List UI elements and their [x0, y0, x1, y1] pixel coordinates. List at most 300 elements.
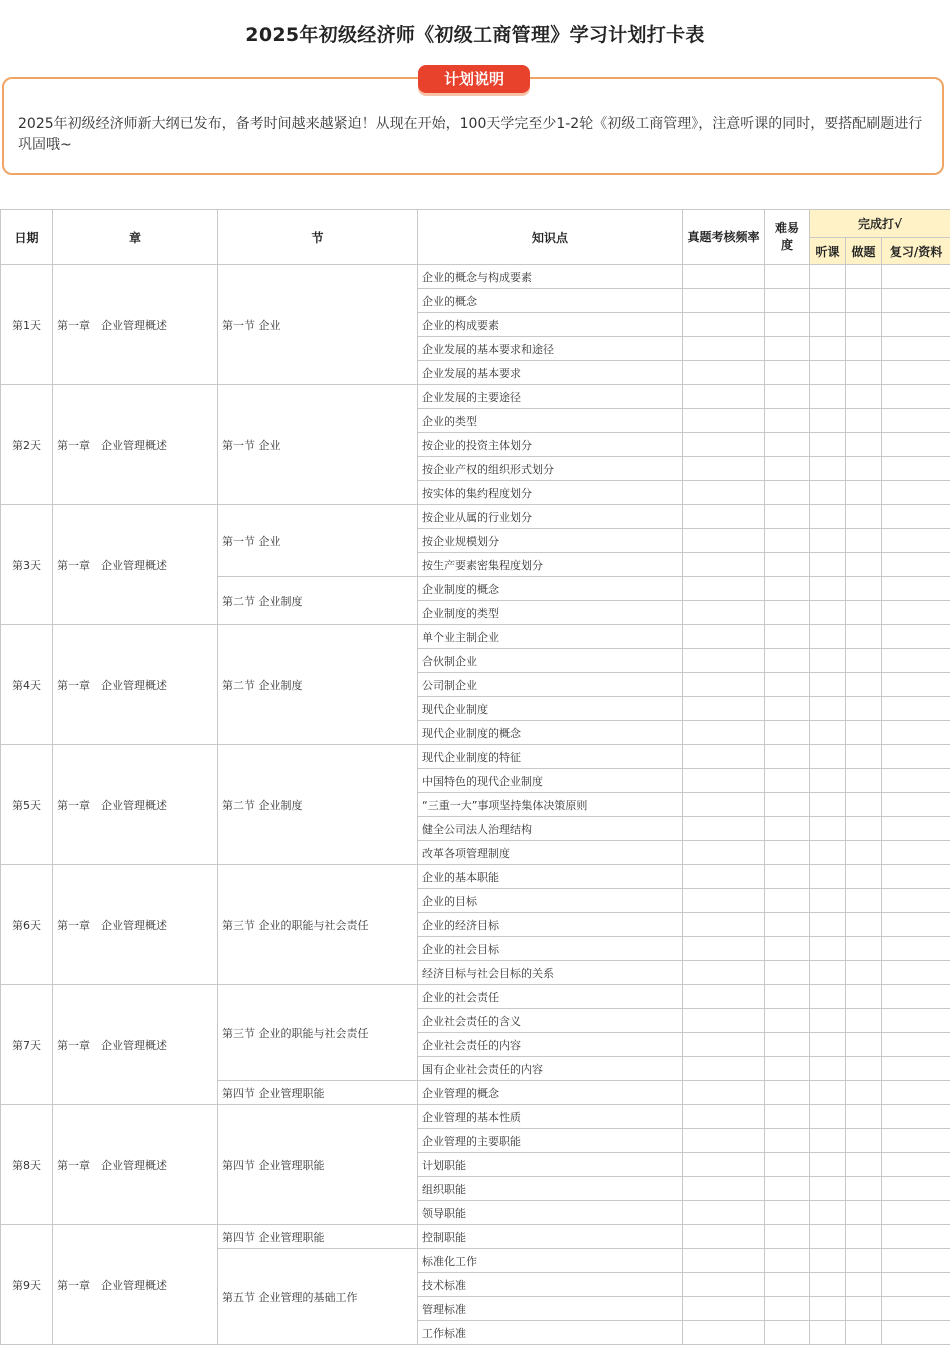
table-row: [1, 505, 950, 529]
review-checkbox-cell[interactable]: [882, 937, 950, 961]
review-checkbox-cell[interactable]: [882, 457, 950, 481]
frequency-cell: [683, 265, 765, 289]
knowledge-point-cell: 企业的构成要素: [418, 313, 683, 337]
difficulty-cell: [765, 649, 810, 673]
difficulty-cell: [765, 721, 810, 745]
difficulty-cell: [765, 841, 810, 865]
review-checkbox-cell[interactable]: [882, 1081, 950, 1105]
listen-checkbox-cell[interactable]: [810, 265, 846, 289]
header-completion: 完成打√: [810, 210, 950, 238]
day-cell: 第3天: [1, 505, 53, 625]
knowledge-point-cell: 管理标准: [418, 1297, 683, 1321]
difficulty-cell: [765, 505, 810, 529]
listen-checkbox-cell[interactable]: [810, 697, 846, 721]
review-checkbox-cell[interactable]: [882, 505, 950, 529]
listen-checkbox-cell[interactable]: [810, 889, 846, 913]
knowledge-point-cell: 按实体的集约程度划分: [418, 481, 683, 505]
knowledge-point-cell: 现代企业制度的概念: [418, 721, 683, 745]
knowledge-point-cell: 现代企业制度: [418, 697, 683, 721]
frequency-cell: [683, 745, 765, 769]
frequency-cell: [683, 913, 765, 937]
listen-checkbox-cell[interactable]: [810, 841, 846, 865]
practice-checkbox-cell[interactable]: [846, 937, 882, 961]
frequency-cell: [683, 1321, 765, 1345]
listen-checkbox-cell[interactable]: [810, 985, 846, 1009]
section-cell: 第四节 企业管理职能: [218, 1105, 418, 1225]
difficulty-cell: [765, 1057, 810, 1081]
review-checkbox-cell[interactable]: [882, 817, 950, 841]
review-checkbox-cell[interactable]: [882, 481, 950, 505]
chapter-cell: 第一章 企业管理概述: [53, 745, 218, 865]
practice-checkbox-cell[interactable]: [846, 841, 882, 865]
header-section: 节: [218, 210, 418, 265]
listen-checkbox-cell[interactable]: [810, 865, 846, 889]
practice-checkbox-cell[interactable]: [846, 1201, 882, 1225]
frequency-cell: [683, 889, 765, 913]
difficulty-cell: [765, 937, 810, 961]
difficulty-cell: [765, 913, 810, 937]
practice-checkbox-cell[interactable]: [846, 961, 882, 985]
practice-checkbox-cell[interactable]: [846, 673, 882, 697]
difficulty-cell: [765, 433, 810, 457]
listen-checkbox-cell[interactable]: [810, 1153, 846, 1177]
listen-checkbox-cell[interactable]: [810, 625, 846, 649]
chapter-cell: 第一章 企业管理概述: [53, 1105, 218, 1225]
knowledge-point-cell: 按企业从属的行业划分: [418, 505, 683, 529]
listen-checkbox-cell[interactable]: [810, 1321, 846, 1345]
frequency-cell: [683, 865, 765, 889]
review-checkbox-cell[interactable]: [882, 265, 950, 289]
frequency-cell: [683, 289, 765, 313]
listen-checkbox-cell[interactable]: [810, 1105, 846, 1129]
review-checkbox-cell[interactable]: [882, 1321, 950, 1345]
knowledge-point-cell: 组织职能: [418, 1177, 683, 1201]
difficulty-cell: [765, 553, 810, 577]
knowledge-point-cell: 改革各项管理制度: [418, 841, 683, 865]
practice-checkbox-cell[interactable]: [846, 481, 882, 505]
practice-checkbox-cell[interactable]: [846, 865, 882, 889]
knowledge-point-cell: 企业社会责任的含义: [418, 1009, 683, 1033]
practice-checkbox-cell[interactable]: [846, 577, 882, 601]
plan-description-badge: 计划说明: [418, 65, 530, 93]
review-checkbox-cell[interactable]: [882, 913, 950, 937]
frequency-cell: [683, 649, 765, 673]
difficulty-cell: [765, 289, 810, 313]
review-checkbox-cell[interactable]: [882, 1297, 950, 1321]
frequency-cell: [683, 1009, 765, 1033]
chapter-cell: 第一章 企业管理概述: [53, 985, 218, 1105]
difficulty-cell: [765, 817, 810, 841]
chapter-cell: 第一章 企业管理概述: [53, 265, 218, 385]
frequency-cell: [683, 793, 765, 817]
listen-checkbox-cell[interactable]: [810, 1297, 846, 1321]
listen-checkbox-cell[interactable]: [810, 913, 846, 937]
knowledge-point-cell: 按企业规模划分: [418, 529, 683, 553]
listen-checkbox-cell[interactable]: [810, 577, 846, 601]
frequency-cell: [683, 1201, 765, 1225]
practice-checkbox-cell[interactable]: [846, 649, 882, 673]
plan-description-text: 2025年初级经济师新大纲已发布，备考时间越来越紧迫！从现在开始，100天学完至少1-2轮《初级工商管理》，注意听课的同时，要搭配刷题进行巩固哦~: [18, 116, 923, 153]
listen-checkbox-cell[interactable]: [810, 409, 846, 433]
practice-checkbox-cell[interactable]: [846, 337, 882, 361]
knowledge-point-cell: 工作标准: [418, 1321, 683, 1345]
header-exam-frequency: 真题考核频率: [683, 210, 765, 265]
frequency-cell: [683, 1033, 765, 1057]
frequency-cell: [683, 625, 765, 649]
knowledge-point-cell: 企业社会责任的内容: [418, 1033, 683, 1057]
section-cell: 第二节 企业制度: [218, 625, 418, 745]
header-chapter: 章: [53, 210, 218, 265]
frequency-cell: [683, 361, 765, 385]
section-cell: 第一节 企业: [218, 385, 418, 505]
difficulty-cell: [765, 1081, 810, 1105]
day-cell: 第9天: [1, 1225, 53, 1345]
table-row: [1, 865, 950, 889]
knowledge-point-cell: 企业的概念与构成要素: [418, 265, 683, 289]
listen-checkbox-cell[interactable]: [810, 289, 846, 313]
difficulty-cell: [765, 1201, 810, 1225]
practice-checkbox-cell[interactable]: [846, 721, 882, 745]
listen-checkbox-cell[interactable]: [810, 481, 846, 505]
listen-checkbox-cell[interactable]: [810, 433, 846, 457]
practice-checkbox-cell[interactable]: [846, 913, 882, 937]
knowledge-point-cell: 企业发展的基本要求: [418, 361, 683, 385]
difficulty-cell: [765, 1177, 810, 1201]
day-cell: 第7天: [1, 985, 53, 1105]
knowledge-point-cell: 公司制企业: [418, 673, 683, 697]
review-checkbox-cell[interactable]: [882, 673, 950, 697]
review-checkbox-cell[interactable]: [882, 865, 950, 889]
review-checkbox-cell[interactable]: [882, 337, 950, 361]
difficulty-cell: [765, 961, 810, 985]
practice-checkbox-cell[interactable]: [846, 553, 882, 577]
difficulty-cell: [765, 1153, 810, 1177]
knowledge-point-cell: 国有企业社会责任的内容: [418, 1057, 683, 1081]
listen-checkbox-cell[interactable]: [810, 1177, 846, 1201]
section-cell: 第二节 企业制度: [218, 577, 418, 625]
header-difficulty: 难易度: [765, 210, 810, 265]
knowledge-point-cell: 现代企业制度的特征: [418, 745, 683, 769]
day-cell: 第4天: [1, 625, 53, 745]
practice-checkbox-cell[interactable]: [846, 817, 882, 841]
day-cell: 第5天: [1, 745, 53, 865]
review-checkbox-cell[interactable]: [882, 1225, 950, 1249]
review-checkbox-cell[interactable]: [882, 289, 950, 313]
difficulty-cell: [765, 529, 810, 553]
difficulty-cell: [765, 481, 810, 505]
table-row: [1, 985, 950, 1009]
difficulty-cell: [765, 985, 810, 1009]
knowledge-point-cell: 标准化工作: [418, 1249, 683, 1273]
frequency-cell: [683, 1105, 765, 1129]
listen-checkbox-cell[interactable]: [810, 385, 846, 409]
frequency-cell: [683, 313, 765, 337]
knowledge-point-cell: 企业管理的主要职能: [418, 1129, 683, 1153]
difficulty-cell: [765, 673, 810, 697]
review-checkbox-cell[interactable]: [882, 793, 950, 817]
frequency-cell: [683, 961, 765, 985]
practice-checkbox-cell[interactable]: [846, 529, 882, 553]
listen-checkbox-cell[interactable]: [810, 529, 846, 553]
difficulty-cell: [765, 1033, 810, 1057]
practice-checkbox-cell[interactable]: [846, 289, 882, 313]
review-checkbox-cell[interactable]: [882, 601, 950, 625]
knowledge-point-cell: 企业管理的概念: [418, 1081, 683, 1105]
review-checkbox-cell[interactable]: [882, 553, 950, 577]
table-row: [1, 385, 950, 409]
practice-checkbox-cell[interactable]: [846, 1129, 882, 1153]
knowledge-point-cell: 企业的社会目标: [418, 937, 683, 961]
frequency-cell: [683, 1057, 765, 1081]
review-checkbox-cell[interactable]: [882, 1153, 950, 1177]
day-cell: 第1天: [1, 265, 53, 385]
review-checkbox-cell[interactable]: [882, 433, 950, 457]
difficulty-cell: [765, 1249, 810, 1273]
frequency-cell: [683, 481, 765, 505]
section-cell: 第四节 企业管理职能: [218, 1225, 418, 1249]
section-cell: 第五节 企业管理的基础工作: [218, 1249, 418, 1345]
header-date: 日期: [1, 210, 53, 265]
review-checkbox-cell[interactable]: [882, 385, 950, 409]
practice-checkbox-cell[interactable]: [846, 793, 882, 817]
review-checkbox-cell[interactable]: [882, 577, 950, 601]
practice-checkbox-cell[interactable]: [846, 1177, 882, 1201]
frequency-cell: [683, 1129, 765, 1153]
difficulty-cell: [765, 625, 810, 649]
frequency-cell: [683, 1177, 765, 1201]
header-listen: 听课: [810, 238, 846, 265]
practice-checkbox-cell[interactable]: [846, 889, 882, 913]
review-checkbox-cell[interactable]: [882, 961, 950, 985]
review-checkbox-cell[interactable]: [882, 985, 950, 1009]
table-row: [1, 265, 950, 289]
practice-checkbox-cell[interactable]: [846, 1153, 882, 1177]
review-checkbox-cell[interactable]: [882, 1177, 950, 1201]
knowledge-point-cell: 中国特色的现代企业制度: [418, 769, 683, 793]
listen-checkbox-cell[interactable]: [810, 1057, 846, 1081]
table-row: [1, 745, 950, 769]
listen-checkbox-cell[interactable]: [810, 1273, 846, 1297]
difficulty-cell: [765, 601, 810, 625]
difficulty-cell: [765, 265, 810, 289]
knowledge-point-cell: 计划职能: [418, 1153, 683, 1177]
frequency-cell: [683, 1273, 765, 1297]
practice-checkbox-cell[interactable]: [846, 361, 882, 385]
difficulty-cell: [765, 1321, 810, 1345]
knowledge-point-cell: 按企业产权的组织形式划分: [418, 457, 683, 481]
section-cell: 第一节 企业: [218, 505, 418, 577]
header-knowledge-point: 知识点: [418, 210, 683, 265]
frequency-cell: [683, 457, 765, 481]
chapter-cell: 第一章 企业管理概述: [53, 1225, 218, 1345]
review-checkbox-cell[interactable]: [882, 1057, 950, 1081]
listen-checkbox-cell[interactable]: [810, 793, 846, 817]
knowledge-point-cell: 企业制度的概念: [418, 577, 683, 601]
listen-checkbox-cell[interactable]: [810, 337, 846, 361]
listen-checkbox-cell[interactable]: [810, 1033, 846, 1057]
practice-checkbox-cell[interactable]: [846, 769, 882, 793]
difficulty-cell: [765, 409, 810, 433]
knowledge-point-cell: 合伙制企业: [418, 649, 683, 673]
practice-checkbox-cell[interactable]: [846, 313, 882, 337]
listen-checkbox-cell[interactable]: [810, 1225, 846, 1249]
listen-checkbox-cell[interactable]: [810, 721, 846, 745]
practice-checkbox-cell[interactable]: [846, 1105, 882, 1129]
practice-checkbox-cell[interactable]: [846, 265, 882, 289]
practice-checkbox-cell[interactable]: [846, 697, 882, 721]
frequency-cell: [683, 601, 765, 625]
frequency-cell: [683, 1297, 765, 1321]
header-review: 复习/资料: [882, 238, 950, 265]
review-checkbox-cell[interactable]: [882, 697, 950, 721]
knowledge-point-cell: 企业发展的主要途径: [418, 385, 683, 409]
practice-checkbox-cell[interactable]: [846, 1033, 882, 1057]
knowledge-point-cell: 企业的概念: [418, 289, 683, 313]
review-checkbox-cell[interactable]: [882, 1129, 950, 1153]
frequency-cell: [683, 1153, 765, 1177]
review-checkbox-cell[interactable]: [882, 1201, 950, 1225]
review-checkbox-cell[interactable]: [882, 841, 950, 865]
listen-checkbox-cell[interactable]: [810, 673, 846, 697]
practice-checkbox-cell[interactable]: [846, 1057, 882, 1081]
page-title: 2025年初级经济师《初级工商管理》学习计划打卡表: [245, 24, 705, 46]
difficulty-cell: [765, 889, 810, 913]
review-checkbox-cell[interactable]: [882, 889, 950, 913]
review-checkbox-cell[interactable]: [882, 649, 950, 673]
review-checkbox-cell[interactable]: [882, 1033, 950, 1057]
section-cell: 第四节 企业管理职能: [218, 1081, 418, 1105]
section-cell: 第二节 企业制度: [218, 745, 418, 865]
frequency-cell: [683, 817, 765, 841]
practice-checkbox-cell[interactable]: [846, 1009, 882, 1033]
listen-checkbox-cell[interactable]: [810, 457, 846, 481]
listen-checkbox-cell[interactable]: [810, 1249, 846, 1273]
practice-checkbox-cell[interactable]: [846, 625, 882, 649]
frequency-cell: [683, 769, 765, 793]
listen-checkbox-cell[interactable]: [810, 313, 846, 337]
review-checkbox-cell[interactable]: [882, 745, 950, 769]
difficulty-cell: [765, 1105, 810, 1129]
difficulty-cell: [765, 1009, 810, 1033]
review-checkbox-cell[interactable]: [882, 1105, 950, 1129]
knowledge-point-cell: 按生产要素密集程度划分: [418, 553, 683, 577]
listen-checkbox-cell[interactable]: [810, 769, 846, 793]
knowledge-point-cell: 企业发展的基本要求和途径: [418, 337, 683, 361]
practice-checkbox-cell[interactable]: [846, 1225, 882, 1249]
knowledge-point-cell: 技术标准: [418, 1273, 683, 1297]
review-checkbox-cell[interactable]: [882, 313, 950, 337]
practice-checkbox-cell[interactable]: [846, 409, 882, 433]
review-checkbox-cell[interactable]: [882, 1273, 950, 1297]
practice-checkbox-cell[interactable]: [846, 505, 882, 529]
frequency-cell: [683, 385, 765, 409]
day-cell: 第8天: [1, 1105, 53, 1225]
review-checkbox-cell[interactable]: [882, 409, 950, 433]
knowledge-point-cell: 健全公司法人治理结构: [418, 817, 683, 841]
difficulty-cell: [765, 865, 810, 889]
difficulty-cell: [765, 793, 810, 817]
practice-checkbox-cell[interactable]: [846, 457, 882, 481]
practice-checkbox-cell[interactable]: [846, 1249, 882, 1273]
day-cell: 第2天: [1, 385, 53, 505]
listen-checkbox-cell[interactable]: [810, 505, 846, 529]
knowledge-point-cell: 企业制度的类型: [418, 601, 683, 625]
difficulty-cell: [765, 313, 810, 337]
knowledge-point-cell: 领导职能: [418, 1201, 683, 1225]
practice-checkbox-cell[interactable]: [846, 985, 882, 1009]
listen-checkbox-cell[interactable]: [810, 937, 846, 961]
knowledge-point-cell: 企业的经济目标: [418, 913, 683, 937]
table-row: [1, 1105, 950, 1129]
knowledge-point-cell: 经济目标与社会目标的关系: [418, 961, 683, 985]
practice-checkbox-cell[interactable]: [846, 385, 882, 409]
frequency-cell: [683, 985, 765, 1009]
frequency-cell: [683, 721, 765, 745]
section-cell: 第三节 企业的职能与社会责任: [218, 865, 418, 985]
review-checkbox-cell[interactable]: [882, 529, 950, 553]
frequency-cell: [683, 1249, 765, 1273]
section-cell: 第三节 企业的职能与社会责任: [218, 985, 418, 1081]
frequency-cell: [683, 409, 765, 433]
practice-checkbox-cell[interactable]: [846, 1273, 882, 1297]
difficulty-cell: [765, 1273, 810, 1297]
practice-checkbox-cell[interactable]: [846, 601, 882, 625]
frequency-cell: [683, 841, 765, 865]
listen-checkbox-cell[interactable]: [810, 649, 846, 673]
listen-checkbox-cell[interactable]: [810, 361, 846, 385]
difficulty-cell: [765, 1297, 810, 1321]
listen-checkbox-cell[interactable]: [810, 745, 846, 769]
chapter-cell: 第一章 企业管理概述: [53, 625, 218, 745]
listen-checkbox-cell[interactable]: [810, 961, 846, 985]
knowledge-point-cell: 按企业的投资主体划分: [418, 433, 683, 457]
frequency-cell: [683, 673, 765, 697]
frequency-cell: [683, 433, 765, 457]
table-row: [1, 625, 950, 649]
review-checkbox-cell[interactable]: [882, 625, 950, 649]
review-checkbox-cell[interactable]: [882, 769, 950, 793]
listen-checkbox-cell[interactable]: [810, 553, 846, 577]
knowledge-point-cell: 企业的基本职能: [418, 865, 683, 889]
header-practice: 做题: [846, 238, 882, 265]
knowledge-point-cell: 企业的类型: [418, 409, 683, 433]
listen-checkbox-cell[interactable]: [810, 1129, 846, 1153]
practice-checkbox-cell[interactable]: [846, 1081, 882, 1105]
knowledge-point-cell: 企业的目标: [418, 889, 683, 913]
listen-checkbox-cell[interactable]: [810, 817, 846, 841]
difficulty-cell: [765, 361, 810, 385]
frequency-cell: [683, 529, 765, 553]
listen-checkbox-cell[interactable]: [810, 1201, 846, 1225]
review-checkbox-cell[interactable]: [882, 1249, 950, 1273]
review-checkbox-cell[interactable]: [882, 361, 950, 385]
frequency-cell: [683, 553, 765, 577]
practice-checkbox-cell[interactable]: [846, 745, 882, 769]
listen-checkbox-cell[interactable]: [810, 601, 846, 625]
chapter-cell: 第一章 企业管理概述: [53, 505, 218, 625]
difficulty-cell: [765, 769, 810, 793]
practice-checkbox-cell[interactable]: [846, 433, 882, 457]
listen-checkbox-cell[interactable]: [810, 1009, 846, 1033]
listen-checkbox-cell[interactable]: [810, 1081, 846, 1105]
review-checkbox-cell[interactable]: [882, 721, 950, 745]
frequency-cell: [683, 697, 765, 721]
review-checkbox-cell[interactable]: [882, 1009, 950, 1033]
practice-checkbox-cell[interactable]: [846, 1321, 882, 1345]
day-cell: 第6天: [1, 865, 53, 985]
practice-checkbox-cell[interactable]: [846, 1297, 882, 1321]
knowledge-point-cell: “三重一大”事项坚持集体决策原则: [418, 793, 683, 817]
